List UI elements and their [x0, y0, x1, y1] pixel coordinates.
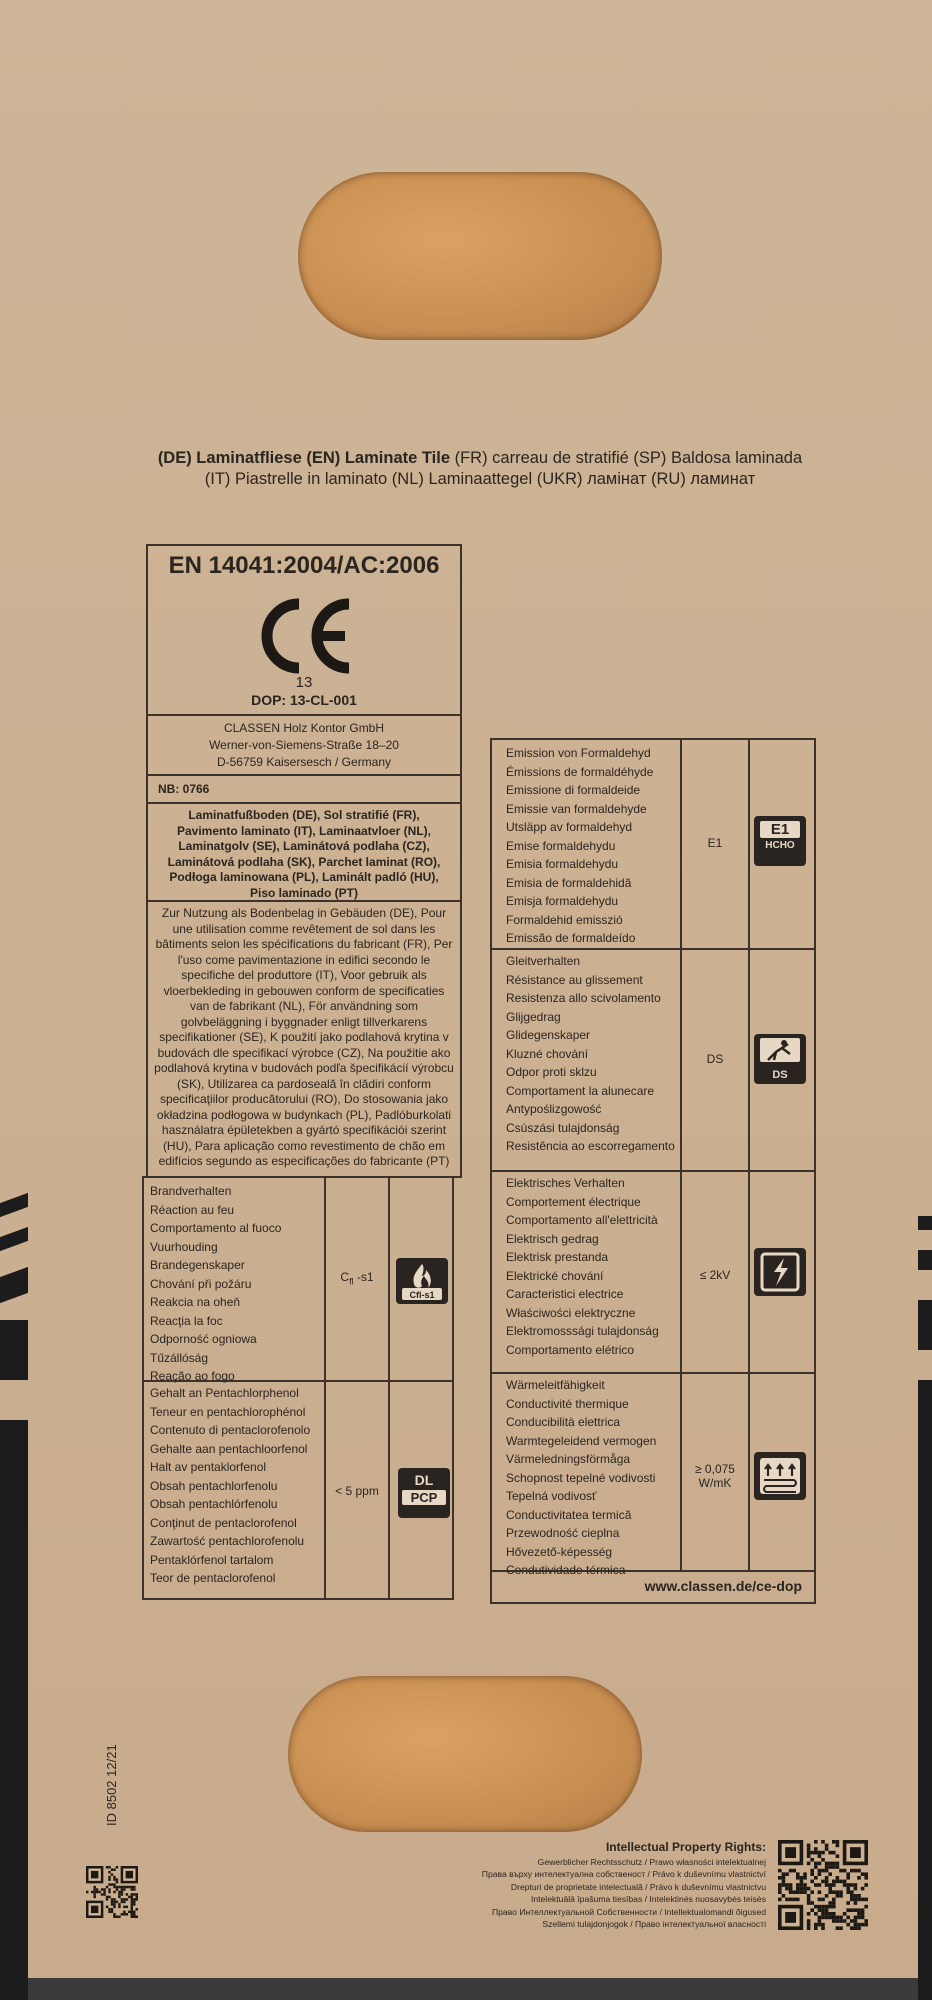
formaldehyde-labels — [506, 744, 680, 948]
property-label: Conductivitatea termică — [506, 1507, 632, 1522]
heat-icon — [754, 1452, 806, 1500]
icon-text-e1: E1 — [760, 821, 800, 838]
company-address — [148, 720, 460, 771]
property-label: Teneur en pentachlorophénol — [150, 1404, 306, 1419]
property-label: Reakcia na oheň — [150, 1295, 241, 1309]
property-label: Conţinut de pentaclorofenol — [150, 1515, 297, 1530]
property-label: Emission von Formaldehyd — [506, 746, 651, 760]
formaldehyde-value: E1 — [707, 836, 723, 850]
ce-mark-icon — [253, 586, 353, 686]
ip-lines — [420, 1856, 766, 1930]
company-city: D-56759 Kaisersesch / Germany — [216, 755, 392, 769]
standard-label: EN 14041:2004/AC:2006 — [168, 552, 440, 579]
divider — [148, 900, 460, 902]
property-label: Vuurhouding — [150, 1239, 218, 1254]
property-label: Emisia formaldehydu — [506, 857, 619, 871]
icon-text-ds: DS — [772, 1069, 788, 1081]
ip-line: Drepturi de proprietate intelectuală / Právo k duševnímu vlastnictvu — [510, 1881, 766, 1892]
qr-code-left — [86, 1866, 138, 1918]
website-link[interactable]: www.classen.de/ce-dop — [644, 1578, 802, 1594]
property-label: Obsah pentachlórfenolu — [150, 1497, 278, 1511]
property-label: Comportamento elétrico — [506, 1342, 635, 1357]
property-label: Właściwości elektryczne — [506, 1305, 636, 1320]
property-label: Formaldehid emisszió — [506, 912, 623, 927]
property-label: Résistance au glissement — [506, 972, 643, 987]
year-label: 13 — [295, 674, 313, 691]
property-label: Glijgedrag — [506, 1009, 561, 1024]
col-divider — [388, 1178, 390, 1598]
property-label: Gehalte aan pentachloorfenol — [150, 1441, 308, 1456]
property-label: Contenuto di pentaclorofenolo — [150, 1423, 311, 1437]
divider — [148, 802, 460, 804]
row-divider — [492, 1372, 814, 1374]
property-label: Teor de pentaclorofenol — [150, 1571, 276, 1585]
icon-text-pcp: PCP — [402, 1490, 446, 1505]
col-divider — [748, 740, 750, 1570]
pcp-labels — [150, 1384, 322, 1588]
svg-text:Cfl-s1: Cfl-s1 — [409, 1290, 435, 1300]
property-label: Emisja formaldehydu — [506, 894, 619, 908]
nb-label: NB: 0766 — [158, 782, 210, 796]
right-properties-table — [490, 738, 816, 1604]
ce-certificate-box — [146, 544, 462, 1178]
property-label: Comportement électrique — [506, 1194, 641, 1209]
ip-title: Intellectual Property Rights: — [605, 1840, 766, 1854]
divider — [148, 774, 460, 776]
property-label: Brandegenskaper — [150, 1258, 245, 1272]
electric-labels — [506, 1174, 680, 1359]
ip-line: Szellemi tulajdonjogok / Право інтелектуальної власності — [542, 1919, 766, 1930]
property-label: Emise formaldehydu — [506, 838, 616, 853]
title-segment: (EN) Laminate Tile — [306, 449, 455, 467]
row-divider — [492, 948, 814, 950]
left-stripe-1 — [0, 1193, 28, 1217]
property-label: Hővezető-képesség — [506, 1544, 613, 1559]
property-label: Utsläpp av formaldehyd — [506, 820, 633, 834]
product-names: Laminatfußboden (DE), Sol stratifié (FR), Pavimento laminato (IT), Laminaatvloer (NL), Laminatgolv (SE), Laminátová podlaha (CZ), Laminátová podlaha (SK), Parchet laminat (RO), Podłoga laminowana (PL), Laminált padló (HU), Piso laminado (PT) — [167, 808, 441, 900]
right-stripe-4 — [918, 1380, 932, 2000]
property-label: Schopnost tepelné vodivosti — [506, 1470, 656, 1485]
dop-label: DOP: 13-CL-001 — [251, 692, 357, 708]
property-label: Resistência ao escorregamento — [506, 1139, 675, 1153]
top-handle-hole — [298, 172, 662, 340]
divider — [148, 714, 460, 716]
property-label: Reacţia la foc — [150, 1313, 223, 1328]
property-label: Gleitverhalten — [506, 954, 581, 968]
icon-text-hcho: HCHO — [765, 840, 795, 851]
icon-text-dl: DL — [414, 1472, 434, 1488]
property-label: Obsah pentachlorfenolu — [150, 1478, 278, 1493]
qr-code-right — [778, 1840, 868, 1930]
property-label: Zawartość pentachlorofenolu — [150, 1534, 305, 1548]
title-line-2: (IT) Piastrelle in laminato (NL) Laminaattegel (UKR) ламінат (RU) ламинат — [204, 470, 756, 488]
property-label: Comportamento all'elettricità — [506, 1213, 658, 1227]
left-stripe-3 — [0, 1267, 28, 1303]
property-label: Glidegenskaper — [506, 1028, 591, 1042]
fire-labels — [150, 1182, 322, 1386]
property-label: Emisia de formaldehidă — [506, 875, 632, 890]
property-label: Comportament la alunecare — [506, 1083, 655, 1098]
property-label: Brandverhalten — [150, 1184, 232, 1198]
property-label: Elektrické chování — [506, 1268, 604, 1283]
title-line-1 — [120, 448, 840, 469]
thermal-value-number: ≥ 0,075 — [695, 1462, 735, 1476]
slip-labels — [506, 952, 680, 1156]
slip-value: DS — [706, 1052, 724, 1066]
title-segment: (FR) carreau de stratifié — [454, 449, 634, 467]
property-label: Halt av pentaklorfenol — [150, 1460, 267, 1474]
property-label: Elektrisk prestanda — [506, 1250, 609, 1264]
ip-line: Intelektuālā īpašuma tiesības / Intelektinės nuosavybės teisės — [530, 1894, 766, 1905]
bottom-handle-hole — [288, 1676, 642, 1832]
left-properties-table — [142, 1176, 454, 1600]
property-label: Kluzné chování — [506, 1046, 589, 1061]
thermal-value — [682, 1462, 748, 1490]
property-label: Tepelná vodivosť — [506, 1489, 597, 1503]
ip-rights-block — [420, 1840, 766, 1930]
col-divider — [324, 1178, 326, 1598]
property-label: Tűzállóság — [150, 1350, 209, 1365]
right-stripe-3 — [918, 1300, 932, 1350]
electric-icon — [754, 1248, 806, 1296]
left-stripe-4 — [0, 1320, 28, 1380]
flame-icon — [396, 1258, 448, 1304]
product-code: ID 8502 12/21 — [104, 1744, 119, 1826]
property-label: Reação ao fogo — [150, 1369, 235, 1383]
company-street: Werner-von-Siemens-Straße 18–20 — [209, 738, 399, 752]
property-label: Wärmeleitfähigkeit — [506, 1378, 605, 1392]
property-label: Warmtegeleidend vermogen — [506, 1433, 657, 1448]
pcp-value: < 5 ppm — [335, 1484, 379, 1498]
property-label: Värmeledningsförmåga — [506, 1452, 631, 1466]
product-title — [120, 448, 840, 490]
property-label: Caracteristici electrice — [506, 1287, 624, 1301]
property-label: Przewodność cieplna — [506, 1526, 620, 1540]
slip-icon — [754, 1034, 806, 1084]
property-label: Elektrisches Verhalten — [506, 1176, 625, 1190]
ip-line: Права върху интелектуална собственост / Právo k duševnímu vlastnictví — [481, 1869, 766, 1880]
property-label: Emissie van formaldehyde — [506, 801, 647, 816]
property-label: Antypoślizgowość — [506, 1102, 602, 1116]
property-label: Emissione di formaldeide — [506, 783, 641, 797]
left-stripe-2 — [0, 1227, 28, 1251]
property-label: Conducibilità elettrica — [506, 1415, 621, 1429]
right-stripe-2 — [918, 1250, 932, 1270]
property-label: Emissão de formaldeído — [506, 931, 636, 945]
ip-line: Право Интеллектуальной Собственности / Intellektualomandi õigused — [491, 1906, 766, 1917]
property-label: Elektrisch gedrag — [506, 1231, 599, 1246]
property-label: Comportamento al fuoco — [150, 1221, 282, 1235]
property-label: Émissions de formaldéhyde — [506, 764, 654, 779]
row-divider — [492, 1170, 814, 1172]
e1-hcho-icon — [754, 816, 806, 866]
electric-value: ≤ 2kV — [699, 1268, 731, 1282]
property-label: Pentaklórfenol tartalom — [150, 1552, 274, 1567]
left-stripe-5 — [0, 1420, 28, 2000]
thermal-value-unit: W/mK — [698, 1476, 732, 1490]
property-label: Gehalt an Pentachlorphenol — [150, 1386, 299, 1400]
company-name: CLASSEN Holz Kontor GmbH — [223, 721, 385, 735]
property-label: Odpor proti sklzu — [506, 1065, 597, 1079]
thermal-labels — [506, 1376, 680, 1580]
property-label: Chování při požáru — [150, 1276, 252, 1291]
property-label: Elektromosssági tulajdonság — [506, 1324, 659, 1338]
right-stripe-1 — [918, 1216, 932, 1230]
ip-line: Gewerblicher Rechtsschutz / Prawo własności intelektualnej — [537, 1857, 766, 1867]
title-segment: (DE) Laminatfliese — [157, 449, 307, 467]
col-divider — [680, 740, 682, 1570]
property-label: Condutividade térmica — [506, 1563, 626, 1577]
bottom-stripe — [28, 1978, 918, 2000]
dl-pcp-icon — [398, 1468, 450, 1518]
usage-text: Zur Nutzung als Bodenbelag in Gebäuden (DE), Pour une utilisation comme revêtement de sol dans les bâtiments selon les spécifications du fabricant (FR), Per l'uso come pavimentazione in edifici secondo le specifiche del produttore (IT), Voor gebruik als vloerbekleding in gebouwen conform de specificaties van de fabrikant (NL), För användning som golvbeläggning i byggnader enligt tillverkarens specifikationer (SE), K použití jako podlahová krytina v budovách dle specifikací výrobce (CZ), Na použitie ako podlahová krytina v budovách podľa špecifikácií výrobcu (SK), Utilizarea ca pardoseală în clădiri conform specificaţiilor producătorului (RO), Do stosowania jako okładzina podłogowa w budynkach (PL), Padlóburkolati használatra épületekben a gyártó specifikációi szerint (HU), Para aplicação como revestimento de chão em edifícios segundo as especificações do fabricante (PT) — [154, 906, 454, 1168]
property-label: Réaction au feu — [150, 1202, 235, 1217]
property-label: Conductivité thermique — [506, 1396, 629, 1411]
property-label: Csúszási tulajdonság — [506, 1120, 620, 1135]
property-label: Odporność ogniowa — [150, 1332, 257, 1346]
title-segment: (SP) Baldosa laminada — [633, 449, 803, 467]
property-label: Resistenza allo scivolamento — [506, 991, 661, 1005]
fire-value: $C_{fl}$ -s1 — [340, 1270, 374, 1287]
